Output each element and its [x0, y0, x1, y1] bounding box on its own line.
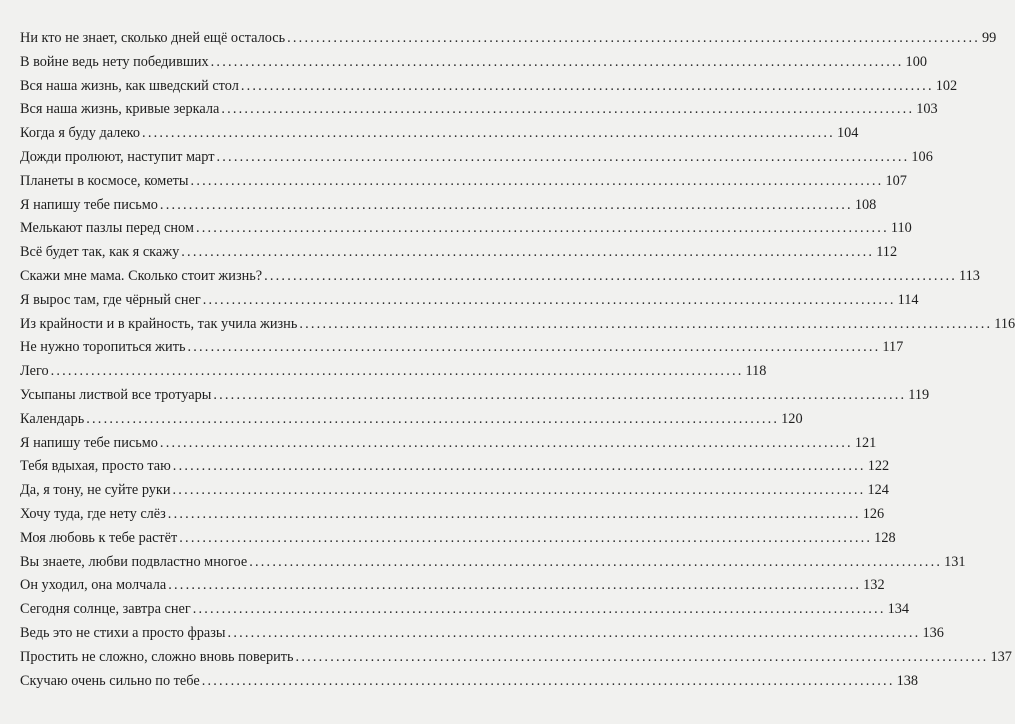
toc-entry-page: 132: [863, 577, 885, 594]
toc-leader-dots: ........................................................................................................................: [221, 101, 915, 118]
toc-entry-page: 104: [836, 125, 859, 142]
toc-entry-page: 119: [908, 386, 930, 403]
toc-entry-page: 110: [890, 220, 912, 237]
toc-entry-title: Вся наша жизнь, как шведский стол: [20, 77, 239, 94]
toc-entry-page: 126: [862, 505, 885, 522]
toc-leader-dots: ........................................................................................................................: [210, 53, 904, 70]
toc-entry-page: 106: [911, 148, 933, 165]
toc-entry: [20, 170, 907, 194]
toc-entry-page: 107: [885, 172, 907, 189]
toc-entry-title: Вы знаете, любви подвластно многое: [20, 553, 248, 570]
toc-entry-title: Всё будет так, как я скажу: [20, 244, 180, 261]
toc-leader-dots: ........................................................................................................................: [299, 315, 993, 332]
toc-entry: [20, 75, 958, 99]
toc-leader-dots: ........................................................................................................................: [159, 196, 853, 213]
toc-entry-page: 128: [874, 529, 896, 546]
toc-leader-dots: ........................................................................................................................: [192, 601, 886, 618]
toc-entry-page: 117: [882, 339, 904, 356]
toc-entry: [20, 217, 912, 241]
toc-entry-title: Вся наша жизнь, кривые зеркала: [20, 101, 220, 118]
toc-leader-dots: ........................................................................................................................: [168, 577, 862, 594]
toc-entry-title: Простить не сложно, сложно вновь поверить: [20, 648, 294, 665]
toc-entry-title: Из крайности и в крайность, так учила жизнь: [20, 315, 298, 332]
toc-entry-page: 136: [922, 624, 944, 641]
toc-entry-title: Календарь: [20, 410, 85, 427]
table-of-contents: [20, 27, 1015, 693]
toc-entry-title: В войне ведь нету победивших: [20, 53, 209, 70]
toc-entry-page: 103: [916, 101, 938, 118]
toc-entry-page: 108: [854, 196, 877, 213]
toc-entry-page: 99: [982, 30, 997, 46]
toc-leader-dots: ........................................................................................................................: [172, 482, 866, 499]
toc-entry: [20, 646, 1012, 670]
toc-entry: [20, 432, 877, 456]
toc-entry-page: 116: [994, 315, 1015, 332]
toc-leader-dots: ........................................................................................................................: [195, 220, 889, 237]
toc-leader-dots: ........................................................................................................................: [216, 148, 910, 165]
toc-entry: [20, 503, 885, 527]
toc-entry: [20, 551, 966, 575]
toc-leader-dots: ........................................................................................................................: [249, 553, 943, 570]
toc-entry: [20, 479, 889, 503]
toc-entry-title: Я напишу тебе письмо: [20, 196, 158, 213]
toc-leader-dots: ........................................................................................................................: [190, 172, 884, 189]
toc-entry-page: 100: [905, 53, 927, 70]
toc-leader-dots: ........................................................................................................................: [264, 267, 958, 284]
toc-entry-title: Я напишу тебе письмо: [20, 434, 158, 451]
toc-leader-dots: ........................................................................................................................: [202, 291, 896, 308]
toc-entry-page: 137: [990, 648, 1012, 665]
toc-leader-dots: ........................................................................................................................: [187, 339, 881, 356]
toc-entry-title: Да, я тону, не суйте руки: [20, 482, 171, 499]
toc-entry-title: Я вырос там, где чёрный снег: [20, 291, 201, 308]
toc-entry: [20, 408, 803, 432]
toc-entry: [20, 265, 980, 289]
toc-entry: [20, 27, 997, 51]
toc-entry: [20, 527, 896, 551]
toc-entry-title: Лего: [20, 363, 49, 380]
toc-entry-title: Тебя вдыхая, просто таю: [20, 458, 171, 475]
toc-entry: [20, 146, 933, 170]
toc-entry-page: 118: [745, 363, 767, 380]
toc-entry-title: Ни кто не знает, сколько дней ещё осталось: [20, 30, 286, 46]
toc-entry-page: 134: [887, 601, 910, 618]
toc-entry: [20, 384, 930, 408]
toc-entry-page: 121: [854, 434, 877, 451]
toc-entry-page: 122: [867, 458, 890, 475]
toc-leader-dots: ........................................................................................................................: [86, 410, 780, 427]
toc-entry-title: Дожди пролюют, наступит март: [20, 148, 215, 165]
toc-entry: [20, 360, 767, 384]
toc-entry-title: Скажи мне мама. Сколько стоит жизнь?: [20, 267, 263, 284]
toc-entry-page: 120: [781, 410, 803, 427]
toc-entry-title: Мелькают пазлы перед сном: [20, 220, 194, 237]
toc-entry-page: 112: [876, 244, 898, 261]
toc-leader-dots: ........................................................................................................................: [201, 672, 895, 689]
toc-entry-title: Усыпаны листвой все тротуары: [20, 386, 212, 403]
toc-entry-page: 102: [935, 77, 958, 94]
toc-leader-dots: ........................................................................................................................: [240, 77, 934, 94]
toc-leader-dots: ........................................................................................................................: [287, 30, 981, 46]
toc-entry-title: Моя любовь к тебе растёт: [20, 529, 178, 546]
toc-leader-dots: ........................................................................................................................: [159, 434, 853, 451]
toc-entry-page: 138: [896, 672, 919, 689]
toc-entry-page: 124: [867, 482, 889, 499]
toc-entry-page: 114: [897, 291, 919, 308]
toc-entry: [20, 670, 919, 694]
toc-entry: [20, 455, 890, 479]
toc-entry: [20, 194, 877, 218]
toc-entry: [20, 241, 898, 265]
toc-entry: [20, 51, 927, 75]
toc-leader-dots: ........................................................................................................................: [172, 458, 866, 475]
toc-entry: [20, 574, 885, 598]
toc-leader-dots: ........................................................................................................................: [213, 386, 907, 403]
toc-entry: [20, 289, 919, 313]
toc-entry-title: Не нужно торопиться жить: [20, 339, 186, 356]
toc-entry-title: Он уходил, она молчала: [20, 577, 167, 594]
toc-entry-title: Планеты в космосе, кометы: [20, 172, 189, 189]
toc-entry: [20, 313, 1015, 337]
toc-entry-title: Хочу туда, где нету слёз: [20, 505, 166, 522]
toc-leader-dots: ........................................................................................................................: [167, 505, 861, 522]
toc-leader-dots: ........................................................................................................................: [295, 648, 989, 665]
toc-leader-dots: ........................................................................................................................: [50, 363, 744, 380]
toc-leader-dots: ........................................................................................................................: [181, 244, 875, 261]
toc-leader-dots: ........................................................................................................................: [179, 529, 873, 546]
toc-entry-title: Когда я буду далеко: [20, 125, 141, 142]
toc-entry: [20, 336, 904, 360]
toc-entry-title: Скучаю очень сильно по тебе: [20, 672, 200, 689]
toc-leader-dots: ........................................................................................................................: [227, 624, 921, 641]
toc-entry: [20, 622, 944, 646]
toc-entry: [20, 98, 938, 122]
toc-entry-title: Ведь это не стихи а просто фразы: [20, 624, 226, 641]
toc-entry: [20, 122, 859, 146]
toc-leader-dots: ........................................................................................................................: [142, 125, 835, 142]
toc-entry: [20, 598, 910, 622]
toc-entry-page: 131: [944, 553, 966, 570]
toc-entry-page: 113: [959, 267, 980, 284]
toc-entry-title: Сегодня солнце, завтра снег: [20, 601, 191, 618]
